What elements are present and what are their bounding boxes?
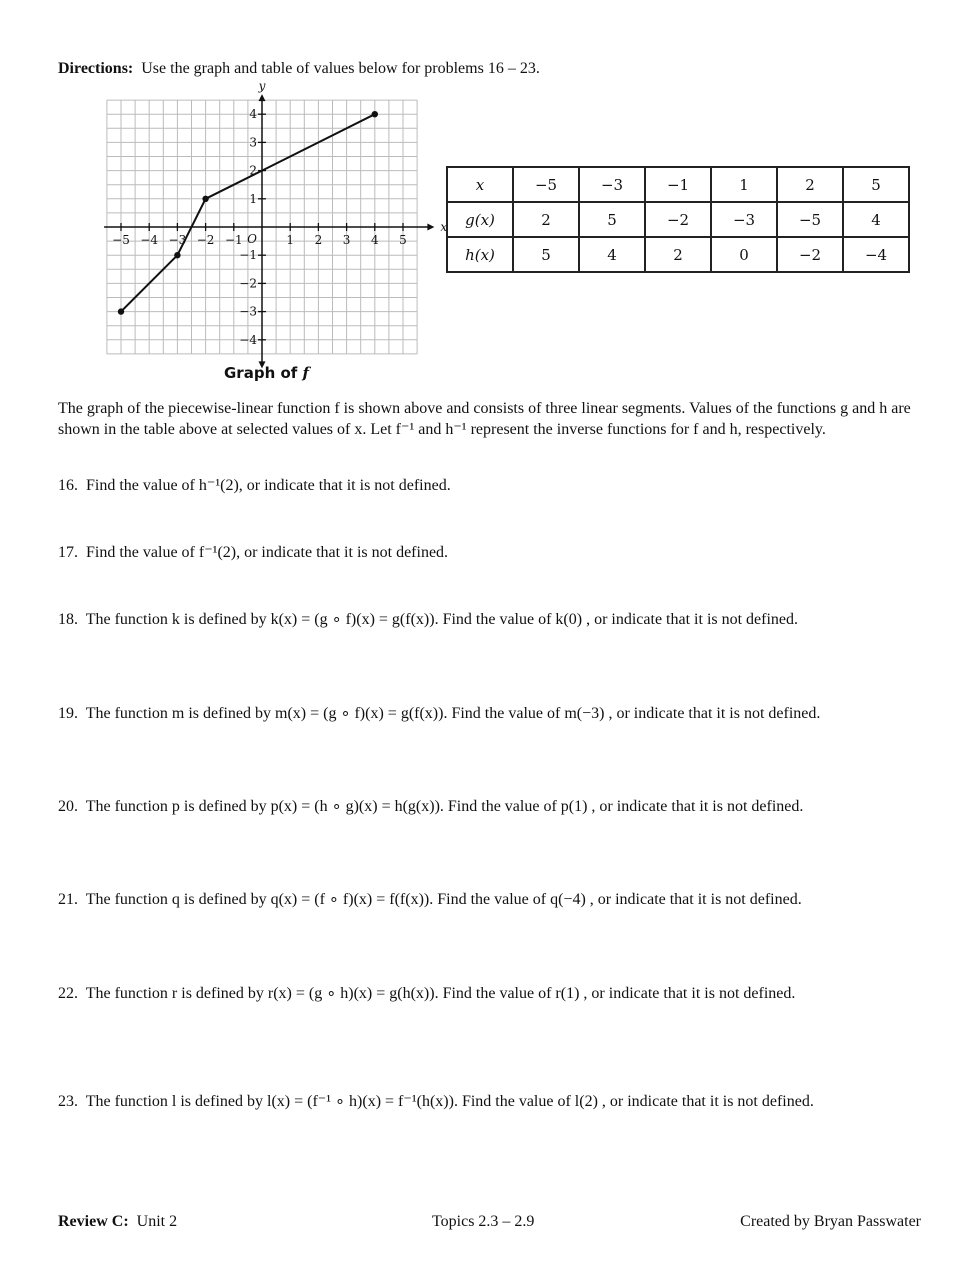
table-cell: −3 [711,202,777,237]
problem-20 [58,795,928,818]
table-cell: 5 [579,202,645,237]
problem-number: 19. [58,705,78,722]
table-cell: 2 [777,167,843,202]
table-cell: 5 [843,167,909,202]
table-cell: 2 [513,202,579,237]
x-tick-label: 2 [314,233,323,247]
graph-caption-fn: f [302,364,309,382]
problem-21 [58,888,928,911]
table-cell: −3 [579,167,645,202]
data-point [202,196,208,202]
directions-label: Directions: [58,60,134,77]
x-axis-label: x [440,220,448,234]
x-tick-label: −4 [140,233,159,247]
y-tick-label: −2 [239,276,257,291]
problem-18 [58,608,928,631]
x-tick-label: 3 [342,233,351,247]
footer-center: Topics 2.3 – 2.9 [432,1213,535,1230]
table-cell: 4 [843,202,909,237]
problem-text: Find the value of h⁻¹(2), or indicate that it is not defined. [86,477,451,494]
table-row-header: x [447,167,513,202]
graph-caption-text: Graph of [224,364,298,382]
x-tick-label: −1 [224,233,243,247]
problem-text: The function p is defined by p(x) = (h ∘ g)(x) = h(g(x)). Find the value of p(1) , or indicate that it is not defined. [85,798,804,815]
y-axis-label: y [258,79,266,94]
directions [58,60,540,78]
x-tick-label: −3 [168,233,187,247]
table-row-header: h(x) [447,237,513,272]
y-tick-label: 1 [249,191,257,206]
x-tick-label: −2 [196,233,215,247]
problem-text: The function m is defined by m(x) = (g ∘ f)(x) = g(f(x)). Find the value of m(−3) , or indicate that it is not defined. [85,705,821,722]
y-tick-label: −4 [239,332,257,347]
table-cell: −2 [777,237,843,272]
table-cell: 2 [645,237,711,272]
origin-label: O [247,232,257,246]
y-tick-label: −1 [239,248,257,263]
y-tick-label: −3 [239,304,257,319]
intro-paragraph: The graph of the piecewise-linear function f is shown above and consists of three linear segments. Values of the functions g and h are shown in the table above at selected values of x. Let f⁻¹ and h⁻¹ represent the inverse functions for f and h, respectively. [58,400,911,438]
table-row [447,167,909,202]
problem-23 [58,1090,928,1113]
problem-17 [58,541,928,564]
data-point [372,111,378,117]
x-tick-label: 4 [370,233,379,247]
table-cell: 1 [711,167,777,202]
problem-number: 16. [58,477,78,494]
table-cell: 4 [579,237,645,272]
footer-left [58,1213,177,1231]
x-tick-label: −5 [112,233,130,247]
y-axis-arrow [259,94,266,101]
problem-19 [58,702,928,725]
axes [104,94,434,368]
values-table [446,166,910,273]
problem-22 [58,982,928,1005]
table-cell: −4 [843,237,909,272]
problem-text: The function l is defined by l(x) = (f⁻¹ ∘ h)(x) = f⁻¹(h(x)). Find the value of l(2) , or indicate that it is not defined. [85,1093,814,1110]
footer-left-text: Unit 2 [136,1213,178,1230]
problem-number: 18. [58,611,78,628]
x-tick-label: 5 [399,233,407,247]
problem-text: The function q is defined by q(x) = (f ∘ f)(x) = f(f(x)). Find the value of q(−4) , or indicate that it is not defined. [85,891,802,908]
table-cell: −2 [645,202,711,237]
problem-text: The function r is defined by r(x) = (g ∘ h)(x) = g(h(x)). Find the value of r(1) , or indicate that it is not defined. [85,985,796,1002]
problem-number: 23. [58,1093,78,1110]
problem-number: 22. [58,985,78,1002]
table-cell: 0 [711,237,777,272]
table-cell: −5 [513,167,579,202]
y-tick-label: 3 [249,135,257,150]
footer-right: Created by Bryan Passwater [740,1213,921,1230]
graph-caption [224,364,309,382]
table-row-header: g(x) [447,202,513,237]
problem-text: Find the value of f⁻¹(2), or indicate that it is not defined. [86,544,449,561]
problem-number: 21. [58,891,78,908]
footer-left-label: Review C: [58,1213,129,1230]
table-cell: 5 [513,237,579,272]
table-row [447,237,909,272]
y-tick-label: 2 [249,163,257,178]
problem-text: The function k is defined by k(x) = (g ∘ f)(x) = g(f(x)). Find the value of k(0) , or indicate that it is not defined. [85,611,799,628]
data-point [118,308,124,314]
problem-number: 17. [58,544,78,561]
graph-of-f [95,79,448,354]
table-cell: −1 [645,167,711,202]
x-axis-arrow [427,224,434,231]
data-point [174,252,180,258]
table-cell: −5 [777,202,843,237]
y-tick-label: 4 [249,107,257,122]
x-tick-label: 1 [286,233,295,247]
problem-16 [58,474,928,497]
problem-number: 20. [58,798,78,815]
table-row [447,202,909,237]
directions-text: Use the graph and table of values below for problems 16 – 23. [141,60,540,77]
